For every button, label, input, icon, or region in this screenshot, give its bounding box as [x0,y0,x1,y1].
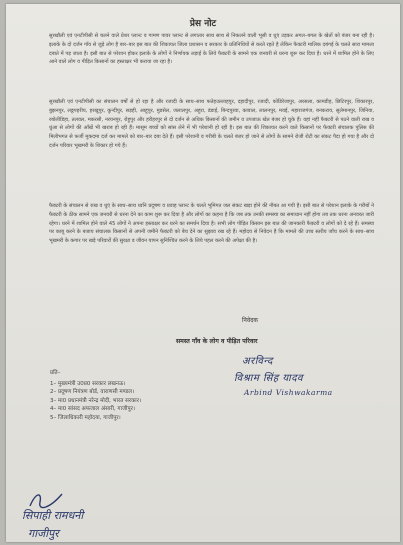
signatory-group: समस्त गाँव के लोग व पीड़ित परिवार [176,338,258,345]
handwritten-signature-3: Arbind Vishwakarma [244,388,333,397]
press-note-page [6,4,400,542]
signature-flourish [26,488,66,512]
paragraph-2: सुरखौली एवं एनटीपीसी का संचालन वर्षों से हो रहा है और रजादी के साथ–साथ फतेहउल्लाहपुर, दहादीपुर, रजादी, कोडिरेजापुर, अरसला, कामडीह, छिटिरपुर, शिकारपुर, बुझनपुर, लठ्ठपहरीय, हरखुपुर, कुन्दीपुर, सड़ही, आहूपुर, मुडसेल, जलालपुर, अहुरा, डंडाई, बिन्दपुरवा, कावाल, लालनपुर, मवई, महाराजगंज, बनकराय, सुलेमानपुर, जिनिया, रबोलीडिहा, तलवल, मकरसी, नरयनपुर, रोहुपुर और हरीहरपुर से दो दर्जन से अधिक किसानों की जमीन व उपजाऊ खेत बंजर हो चुके हैं। वहां नहीं फैक्टरी से पठने वाली राख व धुंआ से लोगों की आँखें भी खराब हो रही हैं। मासूम बच्चों को सांस लेने में भी परेशानी हो रही है। इस बात की शिकायत करने वाले किसानों पर फैक्टरी संचालक पुलिस की मिलीभगत से फर्जी मुकदमा दर्ज कर मामले को बार–बार दबा देते हैं। इसी परेशानी व गरीबी के चलते बंजर हो जाने से लोगों के सामने रोजी रोटी का संकट पैदा हो गया है और दो दर्जन परिवार भूखमरी के शिकार हो गये हैं। [49,99,374,149]
copy-item: 4– मा0 सांसद अफजाल अंसारी, गाजीपुर। [50,406,135,413]
bottom-signature-line-1: सिपाही रामधनी [22,509,84,522]
copies-heading: प्रति– [50,370,61,376]
handwritten-signature-1: अरविन्द [242,356,273,367]
document-title: प्रेस नोट [189,19,217,29]
handwritten-signature-2: विश्राम सिंह यादव [234,373,304,384]
copy-item: 1– मुख्यमंत्री उ0प्र0 सरकार लखनऊ। [50,380,126,387]
copy-item: 2– प्रदूषण नियंत्रण बोर्ड, वाराणसी मण्डल। [50,389,135,396]
copy-item: 3– मा0 प्रधानमंत्री नरेन्द्र मोदी, भारत सरकार। [50,397,142,404]
signatory-label: निवेदक [242,317,259,324]
bottom-signature-line-2: गाजीपुर [28,527,59,540]
paragraph-1: सुरखौली एवं एनटीपीसी से चलने वाले प्रेशर प्लान्ट व गामण पावर प्लान्ट से लगातार साथ साथ से निकलने वाली भूसी व धुएं उड़कर अगल–बगल के खेतों को बंजर बना रही है। इलाके के दो दर्जन गाँव से जुड़े लोग है बार–बार इस बात की शिकायत जिला प्रशासन व सरकार के प्रतिनिधियों से करते रहते है लेकिन फैक्टरी मालिक दबंगई के चलते सारा मामला दबाते में पड़ जाता है। इसी बात से परेशान होकर इलाके के लोगों ने निर्णायक लड़ाई के लिये फैक्टरी के सामने एक जनवरी से धरना शुरू कर दिया है। धरने में शामिल होने के लिए आने वाले लोग व पीड़ित किसानों का हस्ताक्षर भी कराया जा रहा है। [49,33,374,66]
paragraph-3: फैक्टरी के संचालन से राख व धुएं के साथ–साथ ध्वनि प्रदूषण व प्रवाह प्लान्ट के चलते भूमिगत जल संकट खड़ा होने की नौबत आ गयी है। इसी बात से परेशान इलाके के गरीबों ने फैक्टरी के ठीक सामने एक जनवरी से धरना देने का काम शुरू कर दिया है और लोगों का कहना है कि जब तक उनकी समस्या का समाधान नहीं होगा तब तक धरना अनवरत जारी रहेगा। धरने में शामिल होने वाले 45 लोगों ने अपना हस्ताक्षर कर धरने का समर्थन दिया है। सभी लोग पीड़ित किसान इस बात की जानकारी फैक्टरी व लोगों को दे रहे हैं। समस्या पर काबू करने के बजाय संचालक किसानों से अपनी जमीने फैक्टरी को बेच देने का सुझाव रख रहे हैं। महोदय से निवेदन है कि मामले की उच्च स्तरीय जाँच करने के साथ–साथ भूखमरी के कगार पर खड़े परिवारों की सुरक्षा व जीवन यापन सुनिश्चित करने के लिये पहल करने की अपेक्षा की है। [49,203,374,245]
copies-list [50,369,141,423]
copy-item: 5– जिलाधिकारी महोदया, गाजीपुर। [50,414,121,421]
